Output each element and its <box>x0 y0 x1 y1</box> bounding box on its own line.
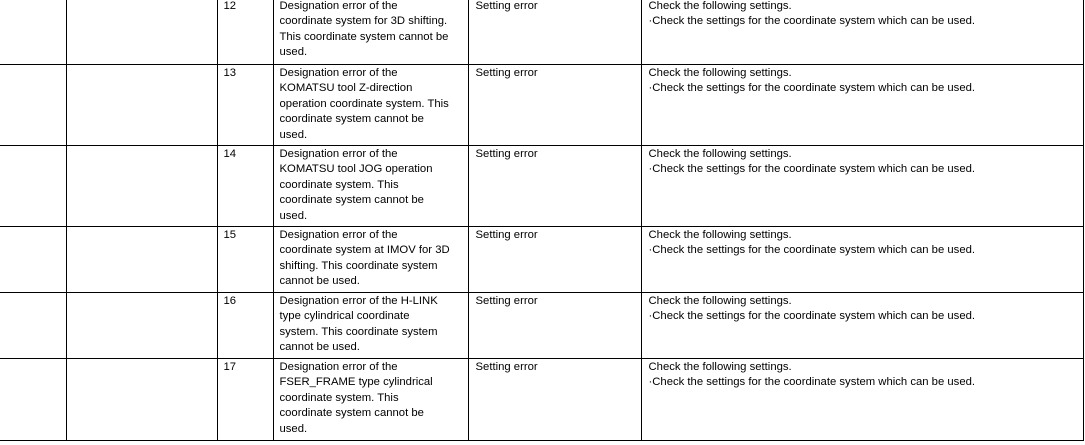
error-type: Setting error <box>475 229 538 241</box>
error-type: Setting error <box>475 295 538 307</box>
description-cell <box>273 65 468 146</box>
error-type-cell <box>468 293 641 359</box>
error-number-cell <box>217 146 273 227</box>
subcategory-cell <box>66 293 217 359</box>
table-row <box>0 146 1083 227</box>
error-number-cell <box>217 65 273 146</box>
error-number: 16 <box>223 295 237 307</box>
category-cell <box>0 0 66 65</box>
remedy-cell <box>641 293 1083 359</box>
error-type: Setting error <box>475 67 538 79</box>
error-type-cell <box>468 359 641 441</box>
error-number-cell <box>217 293 273 359</box>
subcategory-cell <box>66 0 217 65</box>
description-cell <box>273 227 468 293</box>
error-description: Designation error of the FSER_FRAME type cylindrical coordinate system. This coordinate system cannot be used. <box>279 361 433 435</box>
remedy-cell <box>641 146 1083 227</box>
subcategory-cell <box>66 359 217 441</box>
remedy-cell <box>641 359 1083 441</box>
table-row <box>0 359 1083 441</box>
error-type-cell <box>468 227 641 293</box>
error-number: 17 <box>223 361 237 373</box>
table-row <box>0 227 1083 293</box>
error-remedy: Check the following settings. ·Check the settings for the coordinate system which can be used. <box>648 67 976 95</box>
error-number-cell <box>217 227 273 293</box>
remedy-cell <box>641 227 1083 293</box>
error-type: Setting error <box>475 0 538 12</box>
error-type-cell <box>468 146 641 227</box>
error-type-cell <box>468 0 641 65</box>
error-number: 15 <box>223 229 237 241</box>
error-description: Designation error of the KOMATSU tool Z-direction operation coordinate system. This coordinate system cannot be used. <box>279 67 449 141</box>
description-cell <box>273 0 468 65</box>
error-number-cell <box>217 359 273 441</box>
category-cell <box>0 359 66 441</box>
subcategory-cell <box>66 146 217 227</box>
error-description: Designation error of the coordinate system for 3D shifting. This coordinate system cannot be used. <box>279 0 449 59</box>
category-cell <box>0 65 66 146</box>
error-remedy: Check the following settings. ·Check the settings for the coordinate system which can be used. <box>648 229 976 257</box>
error-remedy: Check the following settings. ·Check the settings for the coordinate system which can be used. <box>648 295 976 323</box>
category-cell <box>0 227 66 293</box>
description-cell <box>273 359 468 441</box>
table-row <box>0 65 1083 146</box>
error-description: Designation error of the KOMATSU tool JOG operation coordinate system. This coordinate system cannot be used. <box>279 148 433 222</box>
table-row <box>0 293 1083 359</box>
error-number: 14 <box>223 148 237 160</box>
category-cell <box>0 146 66 227</box>
error-type-cell <box>468 65 641 146</box>
description-cell <box>273 146 468 227</box>
error-number: 13 <box>223 67 237 79</box>
remedy-cell <box>641 65 1083 146</box>
subcategory-cell <box>66 227 217 293</box>
error-remedy: Check the following settings. ·Check the settings for the coordinate system which can be used. <box>648 361 976 389</box>
error-type: Setting error <box>475 361 538 373</box>
error-description: Designation error of the coordinate system at IMOV for 3D shifting. This coordinate system cannot be used. <box>279 229 450 288</box>
subcategory-cell <box>66 65 217 146</box>
error-description: Designation error of the H-LINK type cylindrical coordinate system. This coordinate system cannot be used. <box>279 295 438 354</box>
category-cell <box>0 293 66 359</box>
error-number: 12 <box>223 0 237 12</box>
error-remedy: Check the following settings. ·Check the settings for the coordinate system which can be used. <box>648 148 976 176</box>
description-cell <box>273 293 468 359</box>
error-number-cell <box>217 0 273 65</box>
error-remedy: Check the following settings. ·Check the settings for the coordinate system which can be used. <box>648 0 976 28</box>
error-type: Setting error <box>475 148 538 160</box>
table-row <box>0 0 1083 65</box>
remedy-cell <box>641 0 1083 65</box>
